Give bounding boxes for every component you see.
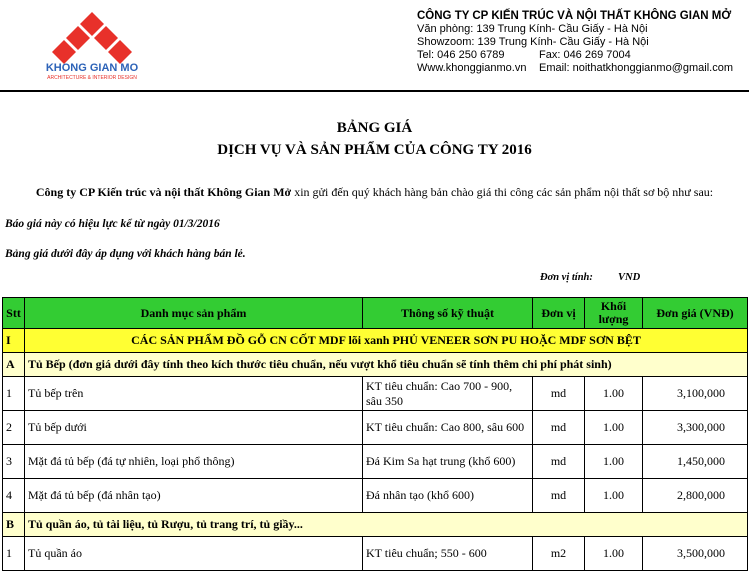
section-stt: I (3, 329, 25, 353)
header-price: Đơn giá (VNĐ) (643, 298, 748, 329)
group-row (3, 513, 748, 537)
row-spec: Đá nhân tạo (khổ 600) (363, 479, 533, 513)
company-name: CÔNG TY CP KIẾN TRÚC VÀ NỘI THẤT KHÔNG GIAN MỞ (417, 10, 732, 22)
intro-company: Công ty CP Kiến trúc và nội thất Không Gian Mở (35, 185, 292, 199)
table-row (3, 537, 748, 571)
group-stt: B (3, 513, 25, 537)
row-qty: 1.00 (585, 411, 643, 445)
table-row (3, 411, 748, 445)
row-name: Tủ quần áo (25, 537, 363, 571)
header-stt: Stt (3, 298, 25, 329)
section-row (3, 329, 748, 353)
section-label: CÁC SẢN PHẨM ĐỒ GỖ CN CỐT MDF lõi xanh PHỦ VENEER SƠN PU HOẶC MDF SƠN BỆT (25, 329, 748, 353)
company-logo (22, 10, 162, 80)
row-unit: m2 (533, 537, 585, 571)
price-table (2, 297, 748, 571)
table-header-row (3, 298, 748, 329)
row-spec: KT tiêu chuẩn: Cao 800, sâu 600 (363, 411, 533, 445)
group-row (3, 353, 748, 377)
row-price: 3,300,000 (643, 411, 748, 445)
office-address: Văn phòng: 139 Trung Kính- Cầu Giấy - Hà Nội (417, 23, 648, 35)
row-unit: md (533, 445, 585, 479)
group-label: Tủ Bếp (đơn giá dưới đây tính theo kích thước tiêu chuẩn, nếu vượt khổ tiêu chuẩn sẽ tính thêm chi phí phát sinh) (25, 353, 748, 377)
row-stt: 1 (3, 537, 25, 571)
validity-note: Báo giá này có hiệu lực kể từ ngày 01/3/2016 (5, 218, 220, 230)
row-price: 2,800,000 (643, 479, 748, 513)
tel: Tel: 046 250 6789 (417, 49, 505, 61)
row-stt: 1 (3, 377, 25, 411)
row-stt: 3 (3, 445, 25, 479)
row-unit: md (533, 479, 585, 513)
fax: Fax: 046 269 7004 (539, 49, 631, 61)
table-row (3, 445, 748, 479)
page-title: BẢNG GIÁ (336, 120, 413, 136)
logo-tagline: ARCHITECTURE & INTERIOR DESIGN (47, 75, 137, 80)
intro-text (0, 185, 749, 200)
table-row (3, 479, 748, 513)
row-qty: 1.00 (585, 445, 643, 479)
logo-text: KHONG GIAN MO (45, 62, 139, 74)
row-qty: 1.00 (585, 377, 643, 411)
row-price: 3,500,000 (643, 537, 748, 571)
row-qty: 1.00 (585, 479, 643, 513)
row-qty: 1.00 (585, 537, 643, 571)
header-qty: Khối lượng (585, 298, 643, 329)
company-info (417, 10, 733, 75)
row-name: Mặt đá tủ bếp (đá tự nhiên, loại phổ thông) (25, 445, 363, 479)
header-spec: Thông số kỹ thuật (363, 298, 533, 329)
intro-rest: xin gửi đến quý khách hàng bản chào giá thi công các sản phẩm nội thất sơ bộ như sau: (291, 185, 714, 199)
website-link[interactable]: Www.khonggianmo.vn (417, 62, 527, 74)
applies-note: Bảng giá dưới đây áp dụng với khách hàng bán lẻ. (5, 248, 246, 260)
group-stt: A (3, 353, 25, 377)
unit-value: VND (618, 272, 641, 283)
row-unit: md (533, 377, 585, 411)
row-stt: 4 (3, 479, 25, 513)
row-name: Tủ bếp dưới (25, 411, 363, 445)
group-label: Tủ quần áo, tủ tài liệu, tủ Rượu, tủ trang trí, tủ giầy... (25, 513, 748, 537)
row-unit: md (533, 411, 585, 445)
row-name: Mặt đá tủ bếp (đá nhân tạo) (25, 479, 363, 513)
table-row (3, 377, 748, 411)
row-stt: 2 (3, 411, 25, 445)
unit-label: Đơn vị tính: (540, 272, 593, 283)
header-unit: Đơn vị (533, 298, 585, 329)
row-spec: Đá Kim Sa hạt trung (khổ 600) (363, 445, 533, 479)
row-price: 1,450,000 (643, 445, 748, 479)
header-divider (0, 90, 749, 92)
row-price: 3,100,000 (643, 377, 748, 411)
row-name: Tủ bếp trên (25, 377, 363, 411)
showroom-address: Showzoom: 139 Trung Kính- Cầu Giấy - Hà Nội (417, 36, 649, 48)
row-spec: KT tiêu chuẩn: Cao 700 - 900, sâu 350 (363, 377, 533, 411)
row-spec: KT tiêu chuẩn; 550 - 600 (363, 537, 533, 571)
page-subtitle: DỊCH VỤ VÀ SẢN PHẨM CỦA CÔNG TY 2016 (217, 142, 532, 158)
email-link[interactable]: Email: noithatkhonggianmo@gmail.com (539, 62, 733, 74)
header-product: Danh mục sản phẩm (25, 298, 363, 329)
